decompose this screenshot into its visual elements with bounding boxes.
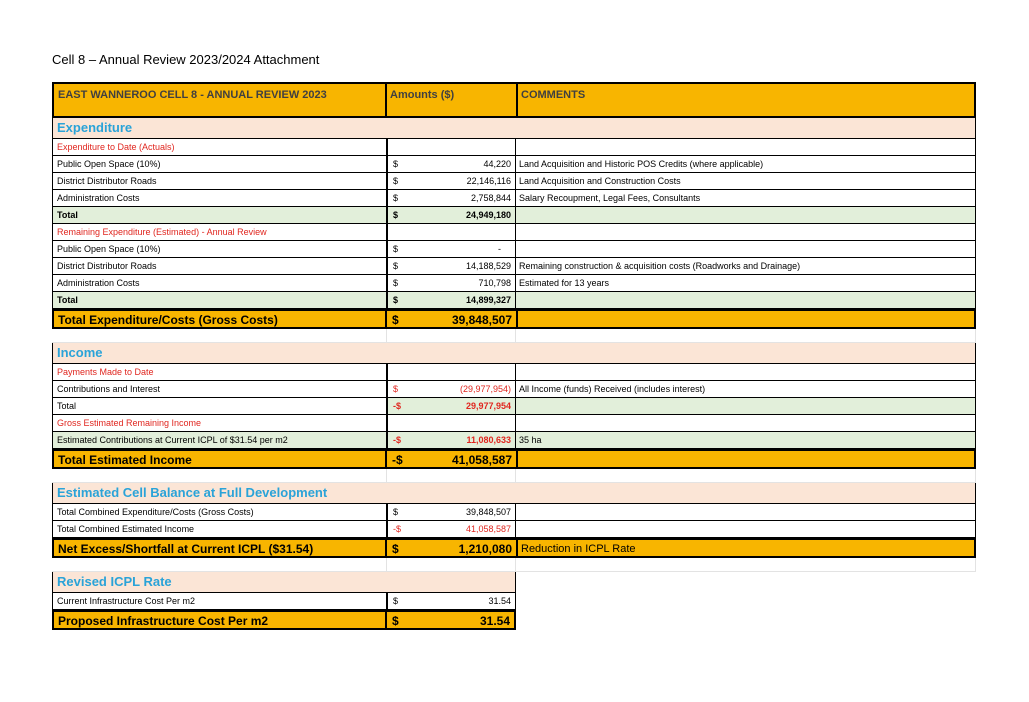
section-icpl <box>52 572 976 593</box>
section-balance <box>52 483 976 504</box>
table-row: Contributions and Interest $ (29,977,954) All Income (funds) Received (includes interest) <box>52 381 976 398</box>
document-title: Cell 8 – Annual Review 2023/2024 Attachment <box>52 52 320 67</box>
table-row: Estimated Contributions at Current ICPL of $31.54 per m2 -$ 11,080,633 35 ha <box>52 432 976 449</box>
section-title: Expenditure <box>52 118 976 139</box>
actuals-total-row: Total $ 24,949,180 <box>52 207 976 224</box>
header-title: EAST WANNEROO CELL 8 - ANNUAL REVIEW 2023 <box>52 82 387 118</box>
table-row: Public Open Space (10%) $ 44,220 Land Acquisition and Historic POS Credits (where applicable) <box>52 156 976 173</box>
table-row: District Distributor Roads $ 14,188,529 Remaining construction & acquisition costs (Roadworks and Drainage) <box>52 258 976 275</box>
proposed-icpl-row: Proposed Infrastructure Cost Per m2 $ 31.54 <box>52 610 976 630</box>
table-row: Current Infrastructure Cost Per m2 $ 31.54 <box>52 593 976 610</box>
remaining-total-row: Total $ 14,899,327 <box>52 292 976 309</box>
section-title: Estimated Cell Balance at Full Development <box>52 483 976 504</box>
subheading-remaining: Remaining Expenditure (Estimated) - Annual Review <box>52 224 976 241</box>
spacer-row <box>52 469 976 483</box>
spacer-row <box>52 329 976 343</box>
income-grand-total: Total Estimated Income -$ 41,058,587 <box>52 449 976 469</box>
net-shortfall-row: Net Excess/Shortfall at Current ICPL ($31.54) $ 1,210,080 Reduction in ICPL Rate <box>52 538 976 558</box>
table-row: Total Combined Estimated Income -$ 41,058,587 <box>52 521 976 538</box>
table-row: Total Combined Expenditure/Costs (Gross Costs) $ 39,848,507 <box>52 504 976 521</box>
header-amounts: Amounts ($) <box>387 82 516 118</box>
expenditure-grand-total: Total Expenditure/Costs (Gross Costs) $ 39,848,507 <box>52 309 976 329</box>
table-header <box>52 82 976 118</box>
header-comments: COMMENTS <box>516 82 976 118</box>
table-row: Administration Costs $ 2,758,844 Salary Recoupment, Legal Fees, Consultants <box>52 190 976 207</box>
section-title: Revised ICPL Rate <box>52 572 516 593</box>
spacer-row <box>52 558 976 572</box>
review-table <box>52 82 976 630</box>
subheading-gross-income: Gross Estimated Remaining Income <box>52 415 976 432</box>
section-title: Income <box>52 343 976 364</box>
table-row: District Distributor Roads $ 22,146,116 Land Acquisition and Construction Costs <box>52 173 976 190</box>
table-row: Public Open Space (10%) $ - <box>52 241 976 258</box>
table-row: Administration Costs $ 710,798 Estimated for 13 years <box>52 275 976 292</box>
section-income <box>52 343 976 364</box>
section-expenditure <box>52 118 976 139</box>
income-total-row: Total -$ 29,977,954 <box>52 398 976 415</box>
subheading-actuals: Expenditure to Date (Actuals) <box>52 139 976 156</box>
subheading-payments: Payments Made to Date <box>52 364 976 381</box>
